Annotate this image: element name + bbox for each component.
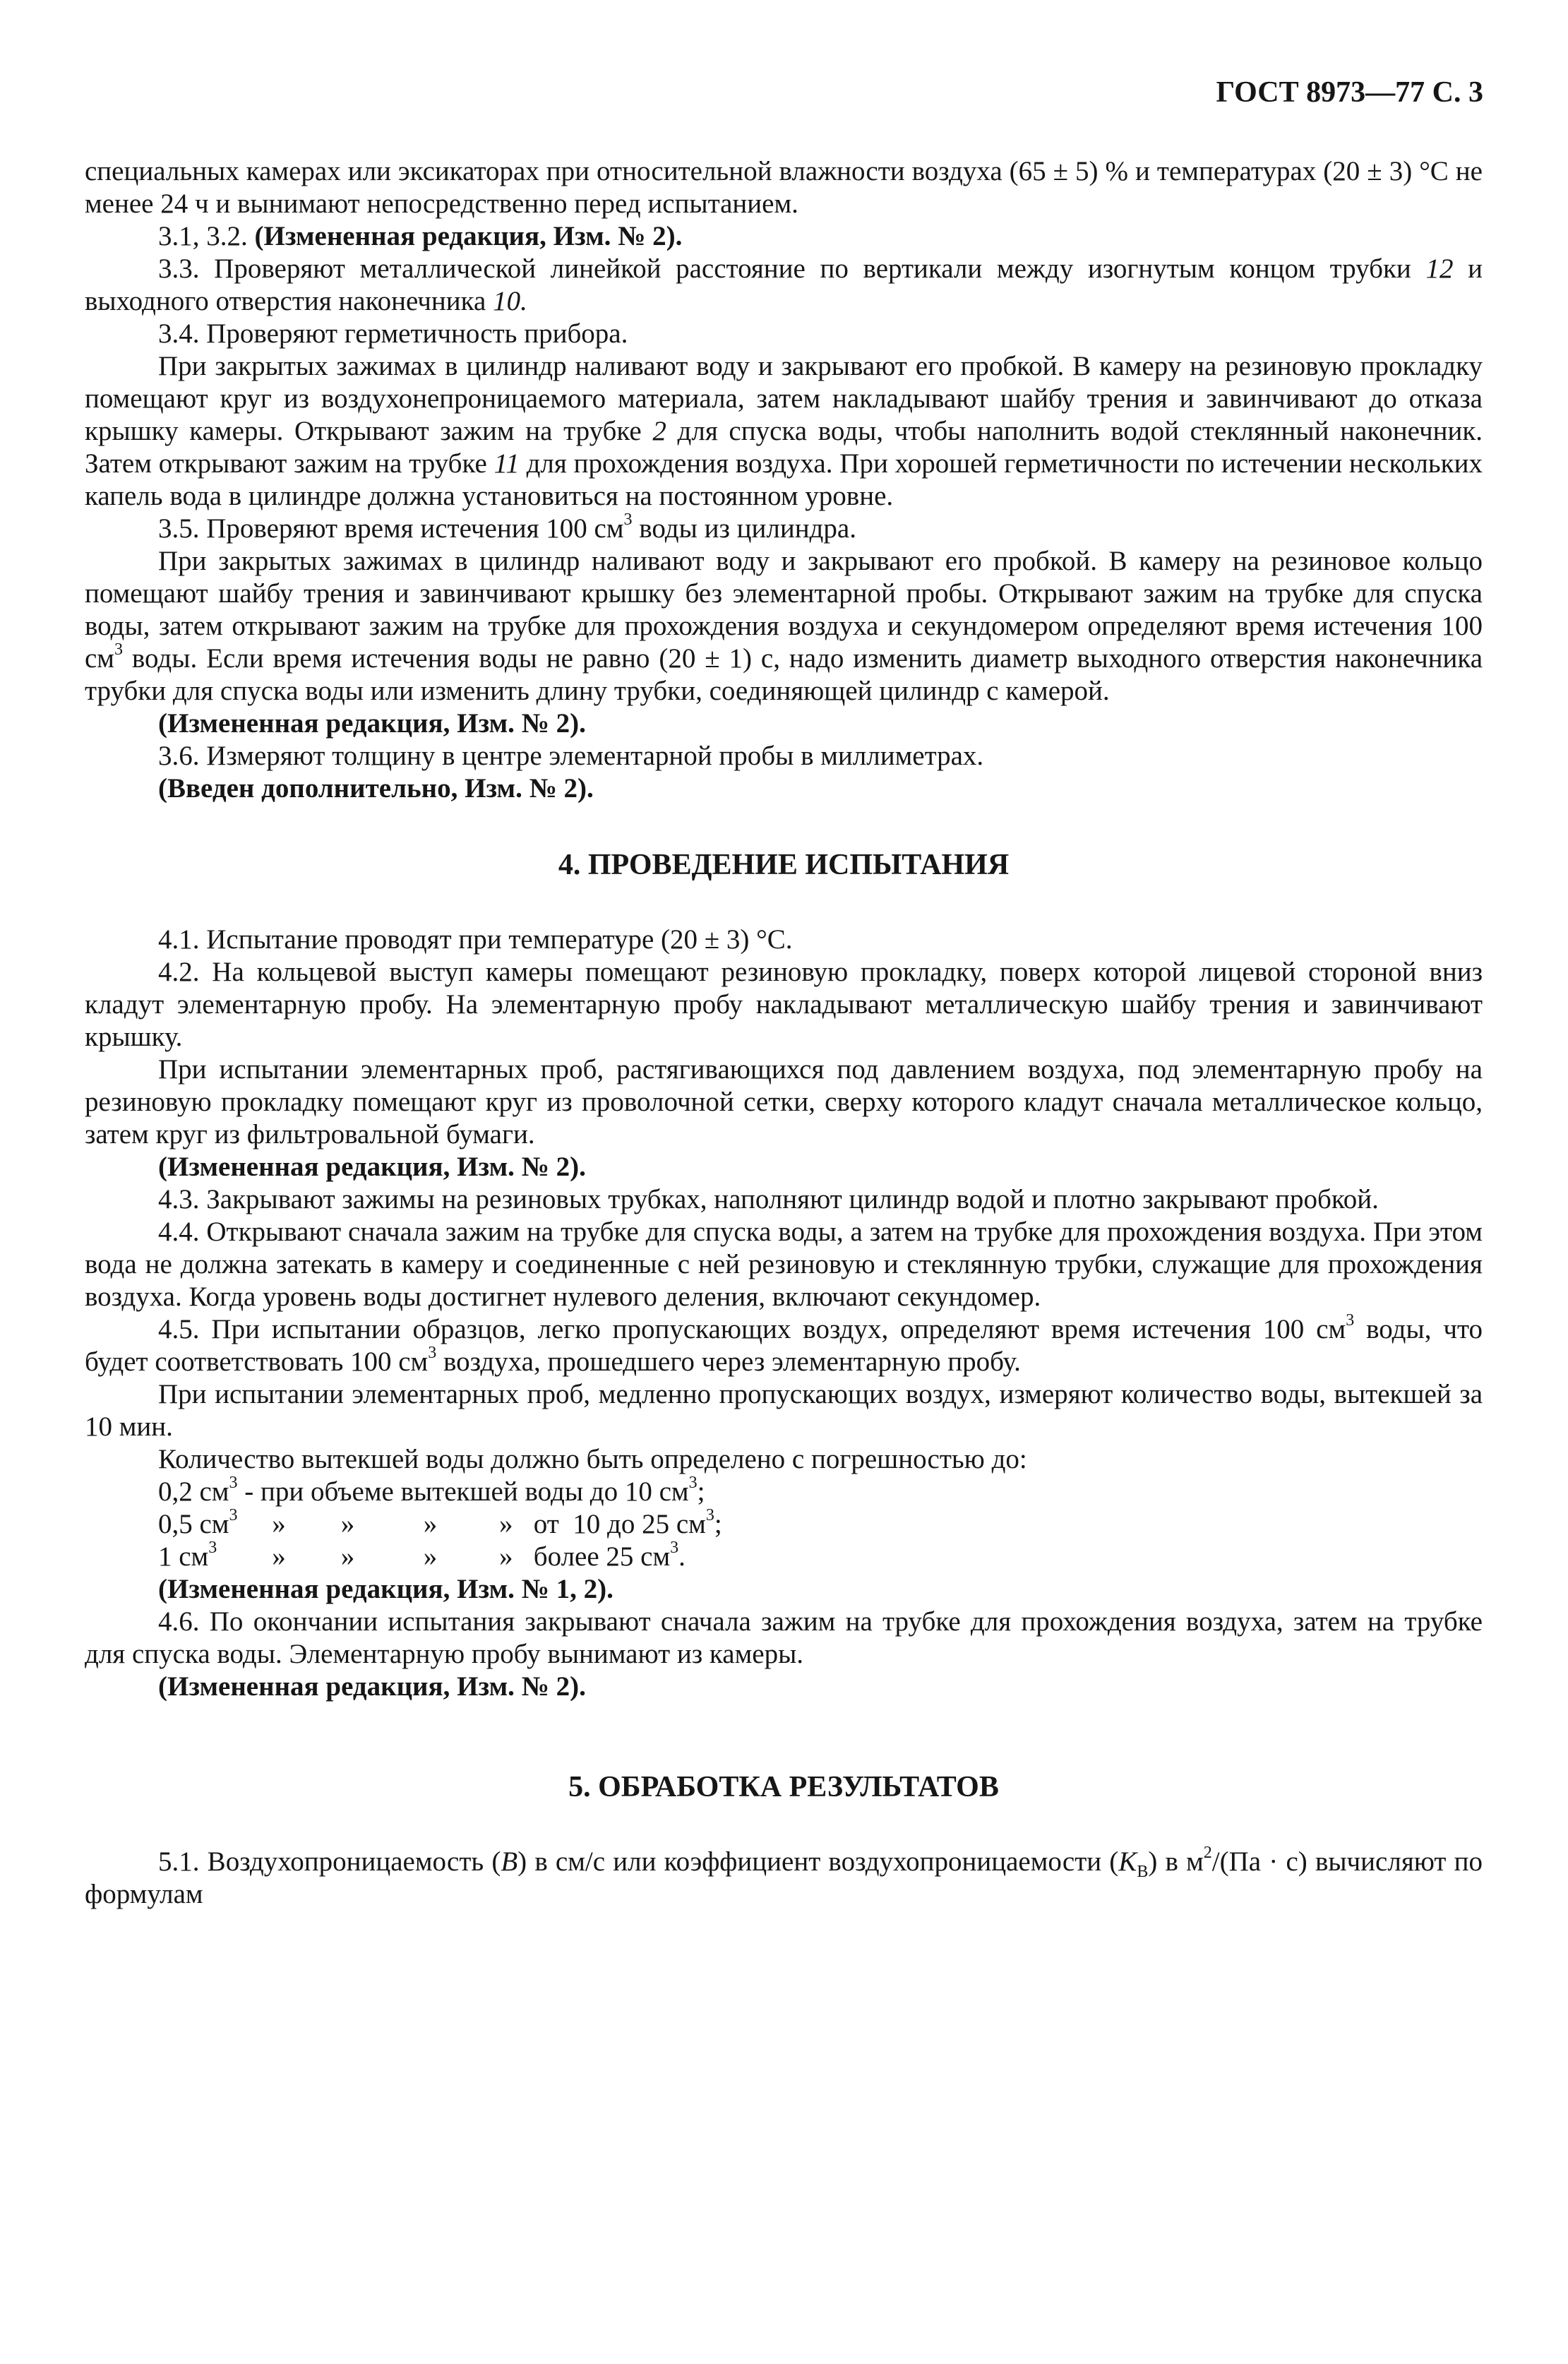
paragraph-3-6: 3.6. Измеряют толщину в центре элементарной пробы в миллиметрах. <box>158 741 984 771</box>
paragraph: При закрытых зажимах в цилиндр наливают воду и закрывают его пробкой. В камеру на резиновое кольцо помещают шайбу трения и завинчивают крышку без элементарной пробы. Открывают зажим на трубке для спуска воды, затем открывают зажим на трубке для прохождения воздуха и секундомером определяют время истечения 100 $см^3$ воды. Если время истечения воды не равно (20 ± 1) с, надо изменить диаметр выходного отверстия наконечника трубки для спуска воды или изменить длину трубки, соединяющей цилиндр с камерой. <box>85 546 1483 706</box>
amendment-note: (Измененная редакция, Изм. № 2). <box>158 1671 586 1702</box>
paragraph-5-1: 5.1. Воздухопроницаемость (B) в см/с или коэффициент воздухопроницаемости $(K_B)$ в $м^2/(Па \cdot с)$ вычисляют по формулам <box>85 1844 1483 1909</box>
paragraph-4-5: 4.5. При испытании образцов, легко пропускающих воздух, определяют время истечения 100 $см^3$ воды, что будет соответствовать 100 $см^3$ воздуха, прошедшего через элементарную пробу. <box>85 1311 1483 1377</box>
paragraph: При испытании элементарных проб, растягивающихся под давлением воздуха, под элементарную пробу на резиновую прокладку помещают круг из проволочной сетки, сверху которого кладут сначала металлическое кольцо, затем круг из фильтровальной бумаги. <box>85 1054 1483 1150</box>
paragraph-3-3: 3.3. Проверяют металлической линейкой расстояние по вертикали между изогнутым концом трубки 12 и выходного отверстия наконечника 10. <box>85 253 1483 316</box>
paragraph-4-1: 4.1. Испытание проводят при температуре (20 ± 3) °С. <box>158 924 793 955</box>
paragraph: При закрытых зажимах в цилиндр наливают воду и закрывают его пробкой. В камеру на резиновую прокладку помещают круг из воздухонепроницаемого материала, затем накладывают шайбу трения и завинчивают до отказа крышку камеры. Открывают зажим на трубке 2 для спуска воды, чтобы наполнить водой стеклянный наконечник. Затем открывают зажим на трубке 11 для прохождения воздуха. При хорошей герметичности по истечении нескольких капель вода в цилиндре должна установиться на постоянном уровне. <box>85 351 1483 511</box>
tolerance-line-1: 0,2 $см^3$ - при объеме вытекшей воды до 10 $см^3$; <box>158 1474 705 1507</box>
amendment-note: 3.1, 3.2. (Измененная редакция, Изм. № 2). <box>158 221 683 251</box>
paragraph-4-3: 4.3. Закрывают зажимы на резиновых трубках, наполняют цилиндр водой и плотно закрывают пробкой. <box>158 1184 1379 1214</box>
paragraph: При испытании элементарных проб, медленно пропускающих воздух, измеряют количество воды, вытекшей за 10 мин. <box>85 1379 1483 1442</box>
paragraph: Количество вытекшей воды должно быть определено с погрешностью до: <box>158 1444 1027 1474</box>
section-heading-4: 4. ПРОВЕДЕНИЕ ИСПЫТАНИЯ <box>558 849 1010 881</box>
paragraph-3-5: 3.5. Проверяют время истечения 100 $см^3$ воды из цилиндра. <box>158 511 856 544</box>
tolerance-line-2: 0,5 $см^3$ » » » » от 10 до 25 $см^3$; <box>158 1506 722 1539</box>
amendment-note: (Измененная редакция, Изм. № 2). <box>158 708 586 739</box>
paragraph-4-4: 4.4. Открывают сначала зажим на трубке для спуска воды, а затем на трубке для прохождения воздуха. При этом вода не должна затекать в камеру и соединенные с ней резиновую и стеклянную трубки, служащие для прохождения воздуха. Когда уровень воды достигнет нулевого деления, включают секундомер. <box>85 1217 1483 1312</box>
page-header: ГОСТ 8973—77 С. 3 <box>1216 76 1483 109</box>
paragraph-3-4: 3.4. Проверяют герметичность прибора. <box>158 318 628 349</box>
amendment-note: (Измененная редакция, Изм. № 2). <box>158 1152 586 1182</box>
paragraph-4-2: 4.2. На кольцевой выступ камеры помещают резиновую прокладку, поверх которой лицевой стороной вниз кладут элементарную пробу. На элементарную пробу накладывают металлическую шайбу трения и завинчивают крышку. <box>85 957 1483 1052</box>
tolerance-line-3: 1 $см^3$ » » » » более 25 $см^3$. <box>158 1539 686 1572</box>
paragraph: специальных камерах или эксикаторах при относительной влажности воздуха (65 ± 5) % и температурах (20 ± 3) °С не менее 24 ч и вынимают непосредственно перед испытанием. <box>85 156 1483 219</box>
paragraph-4-6: 4.6. По окончании испытания закрывают сначала зажим на трубке для прохождения воздуха, затем на трубке для спуска воды. Элементарную пробу вынимают из камеры. <box>85 1606 1483 1669</box>
document-body <box>85 155 1483 1911</box>
amendment-note: (Измененная редакция, Изм. № 1, 2). <box>158 1574 614 1604</box>
section-heading-5: 5. ОБРАБОТКА РЕЗУЛЬТАТОВ <box>568 1771 999 1803</box>
amendment-note: (Введен дополнительно, Изм. № 2). <box>158 773 594 804</box>
